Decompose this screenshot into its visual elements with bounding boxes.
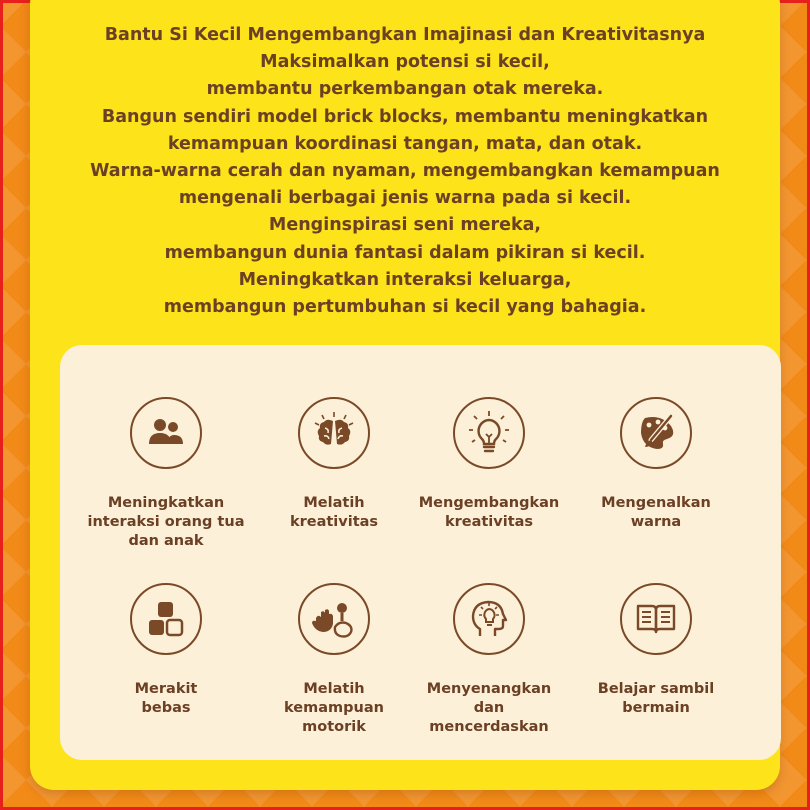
lightbulb-icon: [453, 397, 525, 469]
people-icon: [130, 397, 202, 469]
feature-interaction: [86, 397, 246, 551]
feature-caption: Meningkatkan interaksi orang tua dan anak: [87, 495, 245, 549]
headline-line: Meningkatkan interaksi keluarga,: [238, 269, 572, 290]
headline-text: [30, 22, 780, 321]
headline-line: membangun dunia fantasi dalam pikiran si kecil.: [164, 242, 646, 263]
feature-caption: Mengembangkan kreativitas: [418, 495, 560, 530]
feature-colors: [576, 397, 736, 532]
headline-line: Bangun sendiri model brick blocks, membantu meningkatkan: [101, 106, 709, 127]
hands-icon: [298, 583, 370, 655]
feature-fun-smart: [409, 583, 569, 737]
headline-line: mengenali berbagai jenis warna pada si kecil.: [178, 188, 632, 209]
feature-creativity-development: [409, 397, 569, 532]
feature-caption: Menyenangkan dan mencerdaskan: [426, 681, 552, 735]
feature-free-assembly: [86, 583, 246, 718]
headline-line: membantu perkembangan otak mereka.: [206, 79, 604, 100]
headline-line: Bantu Si Kecil Mengembangkan Imajinasi dan Kreativitasnya: [104, 25, 706, 45]
feature-motor-skills: [254, 583, 414, 737]
feature-caption: Belajar sambil bermain: [597, 681, 715, 716]
headline-line: Maksimalkan potensi si kecil,: [260, 52, 550, 73]
feature-learn-play: [576, 583, 736, 718]
feature-caption: Melatih kreativitas: [289, 495, 379, 530]
feature-caption: Merakit bebas: [134, 681, 198, 716]
head-idea-icon: [453, 583, 525, 655]
paintbrush-palette-icon: [620, 397, 692, 469]
headline-line: kemampuan koordinasi tangan, mata, dan otak.: [167, 133, 643, 154]
brain-icon: [298, 397, 370, 469]
blocks-icon: [130, 583, 202, 655]
headline-line: Warna-warna cerah dan nyaman, mengembangkan kemampuan: [90, 161, 720, 182]
book-icon: [620, 583, 692, 655]
features-panel: [60, 345, 781, 760]
headline-line: Menginspirasi seni mereka,: [268, 215, 542, 236]
headline-line: membangun pertumbuhan si kecil yang bahagia.: [163, 297, 647, 318]
feature-creativity-training: [254, 397, 414, 532]
feature-caption: Mengenalkan warna: [601, 495, 711, 530]
feature-caption: Melatih kemampuan motorik: [284, 681, 384, 735]
